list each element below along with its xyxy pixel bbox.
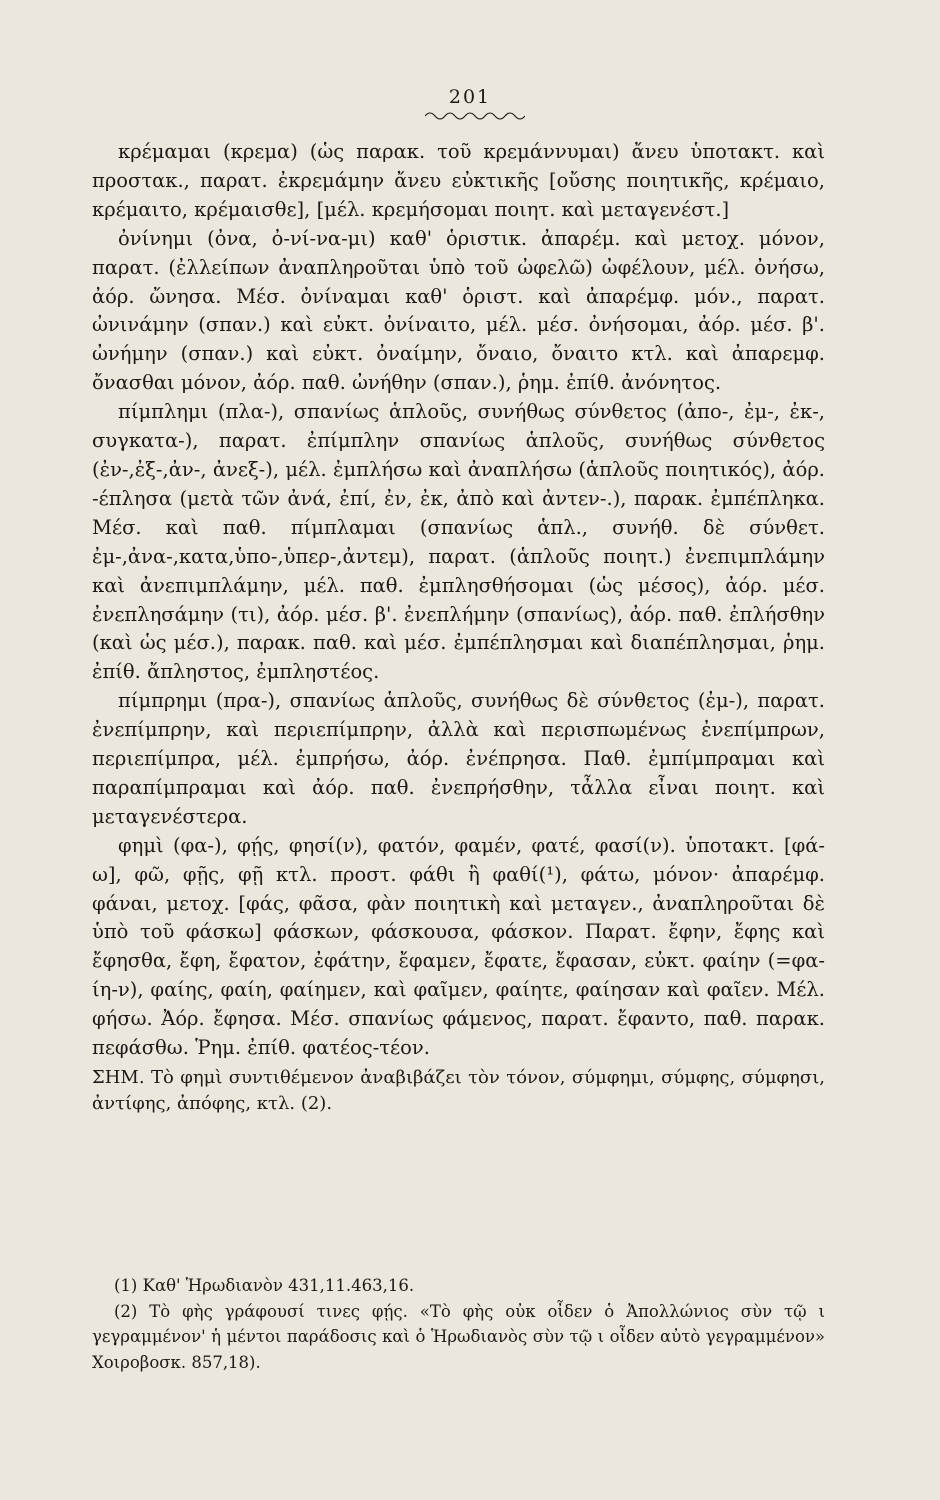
note-paragraph: ΣΗΜ. Τὸ φημὶ συντιθέμενον ἀναβιβάζει τὸν τόνον, σύμφημι, σύμφης, σύμφησι, ἀντίφης, ἀπόφης, κτλ. (2). bbox=[92, 1067, 825, 1114]
entry-pimplemi: πίμπλημι (πλα-), σπανίως ἁπλοῦς, συνήθως σύνθετος (ἀπο-, ἐμ-, ἐκ-, συγκατα-), παρατ. ἐπίμπλην σπανίως ἁπλοῦς, συνήθως σύνθετος (ἐν-,ἐξ-,ἀν-, ἀνεξ-), μέλ. ἐμπλήσω καὶ ἀναπλήσω (ἁπλοῦς ποιητικός), ἀόρ. -έπλησα (μετὰ τῶν ἀνά, ἐπί, ἐν, ἐκ, ἀπὸ καὶ ἀντεν-.), παρακ. ἐμπέπληκα. Μέσ. καὶ παθ. πίμπλαμαι (σπανίως ἁπλ., συνήθ. δὲ σύνθετ. ἐμ-,ἀνα-,κατα,ὑπο-,ὑπερ-,ἀντεμ), παρατ. (ἁπλοῦς ποιητ.) ἐνεπιμπλάμην καὶ ἀνεπιμπλάμην, μέλ. παθ. ἐμπλησθήσομαι (ὡς μέσος), ἀόρ. μέσ. ἐνεπλησάμην (τι), ἀόρ. μέσ. β'. ἐνεπλήμην (σπανίως), ἀόρ. παθ. ἐπλήσθην (καὶ ὡς μέσ.), παρακ. παθ. καὶ μέσ. ἐμπέπλησμαι καὶ διαπέπλησμαι, ῥημ. ἐπίθ. ἄπληστος, ἐμπληστέος. bbox=[92, 400, 825, 684]
main-text bbox=[92, 138, 825, 1117]
wavy-ornament bbox=[425, 110, 525, 122]
entry-phemi: φημὶ (φα-), φῄς, φησί(ν), φατόν, φαμέν, φατέ, φασί(ν). ὑποτακτ. [φά-ω], φῶ, φῇς, φῇ κτλ. προστ. φάθι ἢ φαθί(¹), φάτω, μόνον· ἀπαρέμφ. φάναι, μετοχ. [φάς, φᾶσα, φὰν ποιητικὴ καὶ μεταγεν., ἀναπληροῦται δὲ ὑπὸ τοῦ φάσκω] φάσκων, φάσκουσα, φάσκον. Παρατ. ἔφην, ἔφης καὶ ἔφησθα, ἔφη, ἔφατον, ἐφάτην, ἔφαμεν, ἔφατε, ἔφασαν, εὐκτ. φαίην (=φα-ίη-ν), φαίης, φαίη, φαίημεν, καὶ φαῖμεν, φαίητε, φαίησαν καὶ φαῖεν. Μέλ. φήσω. Ἀόρ. ἔφησα. Μέσ. σπανίως φάμενος, παρατ. ἔφαντο, παθ. παρακ. πεφάσθω. Ῥημ. ἐπίθ. φατέος-τέον. bbox=[92, 833, 825, 1060]
entry-pimpremi: πίμπρημι (πρα-), σπανίως ἁπλοῦς, συνήθως δὲ σύνθετος (ἐμ-), παρατ. ἐνεπίμπρην, καὶ περιεπίμπρην, ἀλλὰ καὶ περισπωμένως ἐνεπίμπρων, περιεπίμπρα, μέλ. ἐμπρήσω, ἀόρ. ἐνέπρησα. Παθ. ἐμπίμπραμαι καὶ παραπίμπραμαι καὶ ἀόρ. παθ. ἐνεπρήσθην, τἆλλα εἶναι ποιητ. καὶ μεταγενέστερα. bbox=[92, 689, 825, 828]
entry-kremamai: κρέμαμαι (κρεμα) (ὡς παρακ. τοῦ κρεμάννυμαι) ἄνευ ὑποτακτ. καὶ προστακ., παρατ. ἐκρεμάμην ἄνευ εὐκτικῆς [οὔσης ποιητικῆς, κρέμαιο, κρέμαιτο, κρέμαισθε], [μέλ. κρεμήσομαι ποιητ. καὶ μεταγενέστ.] bbox=[92, 140, 825, 221]
footnotes bbox=[92, 1273, 825, 1375]
footnote-2: (2) Τὸ φὴς γράφουσί τινες φῄς. «Τὸ φὴς οὐκ οἶδεν ὁ Ἀπολλώνιος σὺν τῷ ι γεγραμμένον' ἡ μέντοι παράδοσις καὶ ὁ Ἡρωδιανὸς σὺν τῷ ι οἶδεν αὐτὸ γεγραμμένον» Χοιροβοσκ. 857,18). bbox=[92, 1301, 825, 1372]
entry-oninemi: ὀνίνημι (ὀνα, ὀ-νί-να-μι) καθ' ὁριστικ. ἀπαρέμ. καὶ μετοχ. μόνον, παρατ. (ἐλλείπων ἀναπληροῦται ὑπὸ τοῦ ὠφελῶ) ὠφέλουν, μέλ. ὀνήσω, ἀόρ. ὤνησα. Μέσ. ὀνίναμαι καθ' ὁριστ. καὶ ἀπαρέμφ. μόν., παρατ. ὠνινάμην (σπαν.) καὶ εὐκτ. ὀνίναιτο, μέλ. μέσ. ὀνήσομαι, ἀόρ. μέσ. β'. ὠνήμην (σπαν.) καὶ εὐκτ. ὀναίμην, ὄναιο, ὄναιτο κτλ. καὶ ἀπαρεμφ. ὄνασθαι μόνον, ἀόρ. παθ. ὠνήθην (σπαν.), ῥημ. ἐπίθ. ἀνόνητος. bbox=[92, 226, 825, 395]
footnote-separator bbox=[92, 1257, 825, 1258]
footnote-1: (1) Καθ' Ἡρωδιανὸν 431,11.463,16. bbox=[114, 1276, 415, 1295]
page-number: 201 bbox=[448, 86, 492, 108]
